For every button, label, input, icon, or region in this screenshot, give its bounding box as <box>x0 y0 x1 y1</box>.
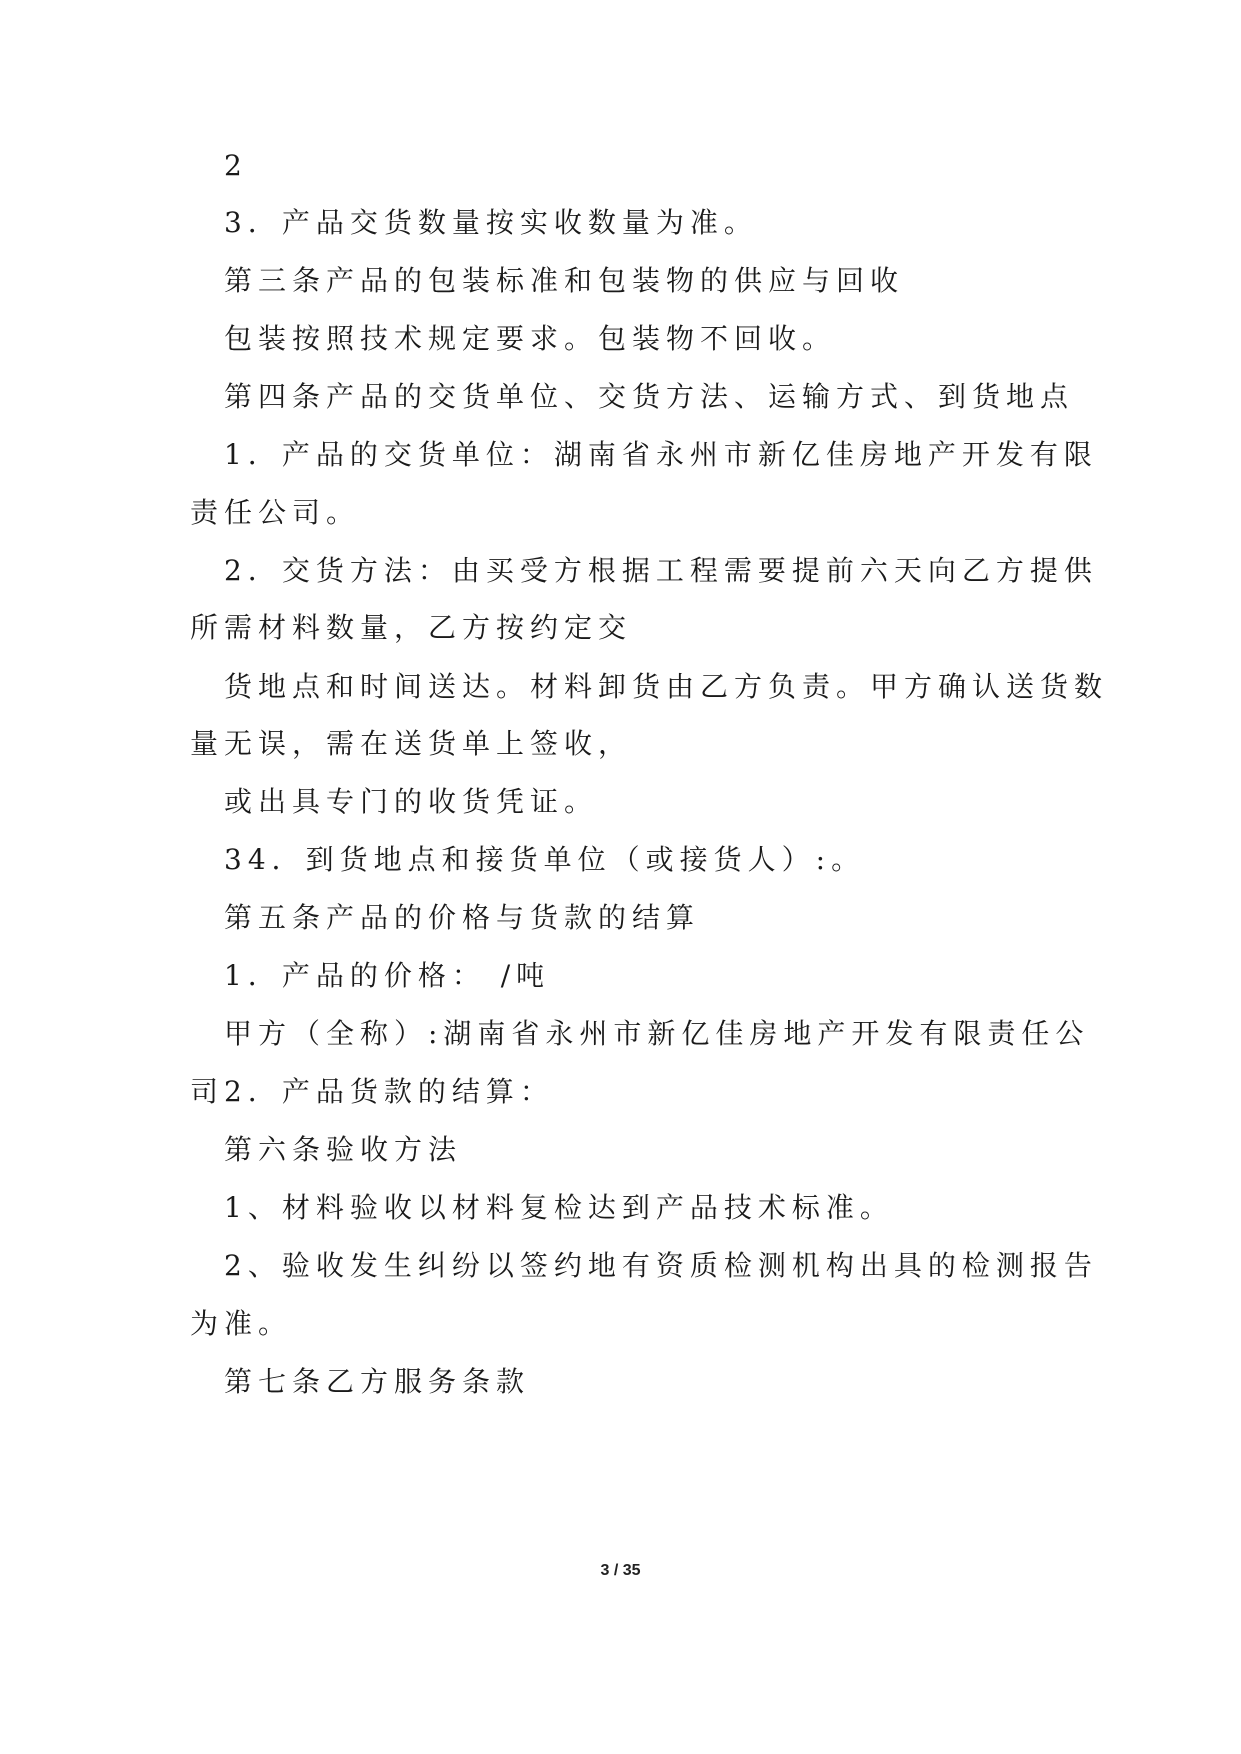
page-fragment-number: 2 <box>224 149 248 182</box>
article-4-item-2-line-2: 所需材料数量，乙方按约定交 <box>190 611 633 644</box>
article-4-heading: 第四条产品的交货单位、交货方法、运输方式、到货地点 <box>224 380 1075 413</box>
article-4-item-2-line-1: 2．交货方法：由买受方根据工程需要提前六天向乙方提供 <box>224 554 1098 587</box>
article-4-item-1-line-2: 责任公司。 <box>190 496 361 529</box>
page-number: 3 / 35 <box>600 1562 641 1579</box>
article-5-heading: 第五条产品的价格与货款的结算 <box>224 901 701 934</box>
article-5-party-a-line-2: 司2．产品货款的结算： <box>190 1075 554 1108</box>
article-6-heading: 第六条验收方法 <box>224 1133 463 1166</box>
article-4-item-2-line-5: 或出具专门的收货凭证。 <box>224 785 599 818</box>
clause-2-item-3: 3．产品交货数量按实收数量为准。 <box>224 206 758 239</box>
article-4-item-34: 34．到货地点和接货单位（或接货人）:。 <box>224 843 866 876</box>
article-6-item-2-line-1: 2、验收发生纠纷以签约地有资质检测机构出具的检测报告 <box>224 1249 1098 1282</box>
article-6-item-2-line-2: 为准。 <box>190 1307 293 1340</box>
article-4-item-1-line-1: 1．产品的交货单位：湖南省永州市新亿佳房地产开发有限 <box>224 438 1098 471</box>
article-3-body: 包装按照技术规定要求。包装物不回收。 <box>224 322 837 355</box>
article-6-item-1: 1、材料验收以材料复检达到产品技术标准。 <box>224 1191 894 1224</box>
article-5-party-a-line-1: 甲方（全称）:湖南省永州市新亿佳房地产开发有限责任公 <box>224 1017 1090 1050</box>
article-5-item-1: 1．产品的价格： /吨 <box>224 959 551 992</box>
article-4-item-2-line-3: 货地点和时间送达。材料卸货由乙方负责。甲方确认送货数 <box>224 670 1109 703</box>
article-7-heading: 第七条乙方服务条款 <box>224 1365 531 1398</box>
article-3-heading: 第三条产品的包装标准和包装物的供应与回收 <box>224 264 905 297</box>
article-4-item-2-line-4: 量无误，需在送货单上签收， <box>190 727 633 760</box>
